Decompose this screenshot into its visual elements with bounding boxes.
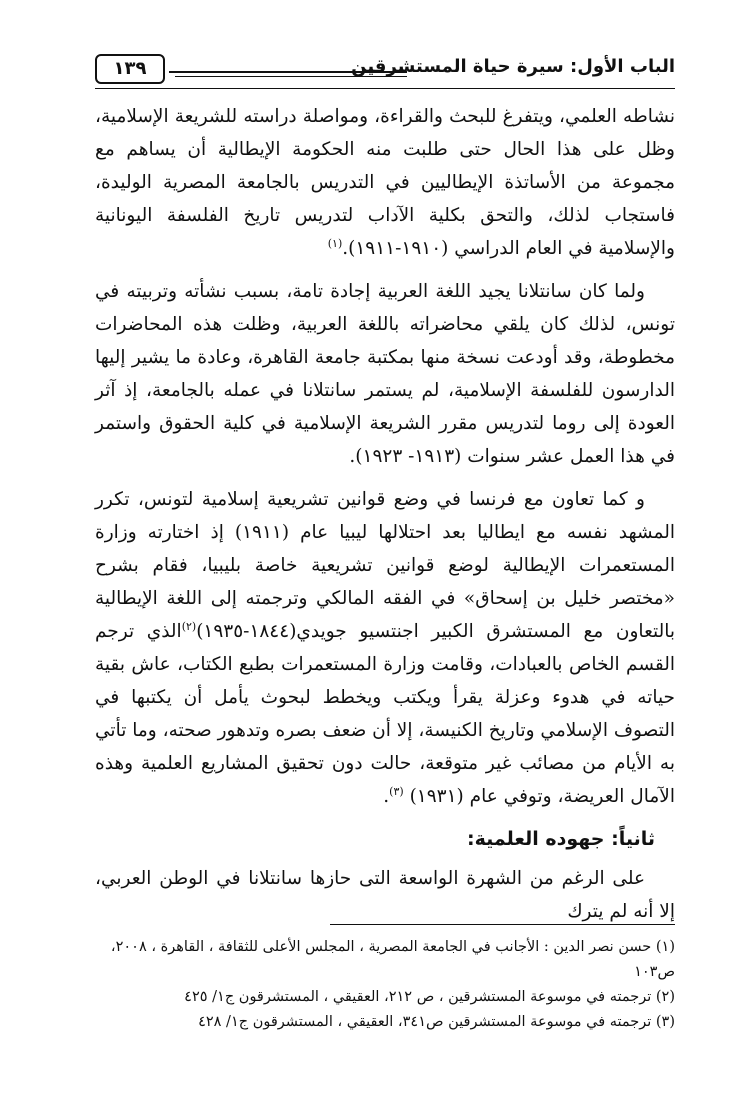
footnote-ref: (٢) (181, 619, 197, 633)
main-text (95, 100, 675, 938)
running-header (95, 50, 675, 90)
footnote-ref: (١) (327, 236, 343, 250)
paragraph: نشاطه العلمي، ويتفرغ للبحث والقراءة، ومواصلة دراسته للشريعة الإسلامية، وظل على هذا الحال حتى طلبت منه الحكومة الإيطالية أن يساهم مع مجموعة من الأساتذة الإيطاليين في التدريس بالجامعة المصرية الوليدة، فاستجاب لذلك، والتحق بكلية الآداب لتدريس تاريخ الفلسفة اليونانية والإسلامية في العام الدراسي (١٩١٠-١٩١١).$^{(١)}$ (95, 106, 675, 259)
footnote: (٢) ترجمته في موسوعة المستشرقين ، ص ٢١٢، العقيقي ، المستشرقون ج١/ ٤٢٥ (184, 989, 675, 1005)
page-number: ١٣٩ (95, 54, 165, 84)
footnote-ref: (٣) (389, 784, 404, 798)
footnote: (١) حسن نصر الدين : الأجانب في الجامعة المصرية ، المجلس الأعلى للثقافة ، القاهرة ، ٢٠٠٨، ص١٠٣ (110, 939, 675, 980)
header-decorative-rule (169, 71, 407, 73)
paragraph: ولما كان سانتلانا يجيد اللغة العربية إجادة تامة، بسبب نشأته وتربيته في تونس، لذلك كان يلقي محاضراته باللغة العربية، وظلت هذه المحاضرات مخطوطة، وقد أودعت نسخة منها بمكتبة جامعة القاهرة، وعادة ما يشير إليها الدارسون للفلسفة الإسلامية، لم يستمر سانتلانا في عمله بالجامعة، إذ آثر العودة إلى روما لتدريس مقرر الشريعة الإسلامية في كلية الحقوق واستمر في هذا العمل عشر سنوات (١٩١٣- ١٩٢٣). (95, 281, 675, 467)
chapter-title: الباب الأول: سيرة حياة المستشرقين (351, 56, 675, 77)
section-heading: ثانياً: جهوده العلمية: (467, 828, 655, 850)
footnotes (95, 935, 675, 1035)
footnote-divider (330, 924, 675, 925)
paragraph: و كما تعاون مع فرنسا في وضع قوانين تشريعية إسلامية لتونس، تكرر المشهد نفسه مع ايطاليا بعد احتلالها ليبيا عام (١٩١١) إذ اختارته وزارة المستعمرات الإيطالية لوضع قوانين تشريعية خاصة بليبيا، فقام بشرح «مختصر خليل بن إسحاق» في الفقه المالكي وترجمته إلى اللغة الإيطالية بالتعاون مع المستشرق الكبير اجنتسيو جويدي(١٨٤٤-١٩٣٥)$^{(٢)}$الذي ترجم القسم الخاص بالعبادات، وقامت وزارة المستعمرات بطبع الكتاب، عاش بقية حياته في هدوء وعزلة يقرأ ويكتب ويخطط لبحوث يأمل أن يكتبها في التصوف الإسلامي وتاريخ الكنيسة، إلا أن ضعف بصره وتدهور صحته، وما تأتي به الأيام من مصائب غير متوقعة، حالت دون تحقيق المشاريع العلمية وهذه الآمال العريضة، وتوفي عام (١٩٣١) $^{(٣)}$. (95, 489, 676, 807)
footnote: (٣) ترجمته في موسوعة المستشرقين ص٣٤١، العقيقي ، المستشرقون ج١/ ٤٢٨ (198, 1014, 675, 1030)
paragraph: على الرغم من الشهرة الواسعة التى حازها سانتلانا في الوطن العربي، إلا أنه لم يترك (95, 868, 675, 922)
header-decorative-rule-thin (175, 76, 407, 77)
header-divider (95, 88, 675, 89)
